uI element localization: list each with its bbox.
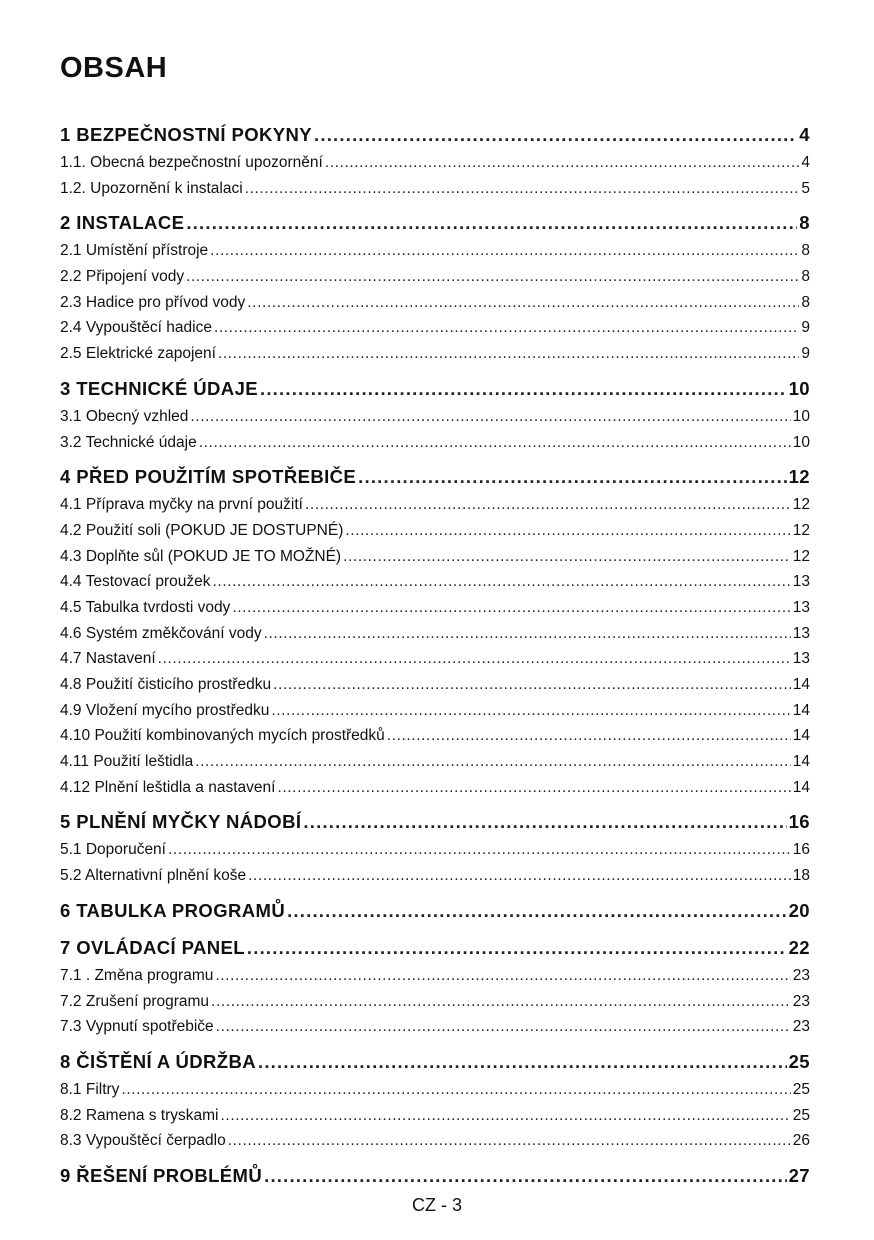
toc-entry-label: 5.2 Alternativní plnění koše (60, 867, 247, 885)
toc-entry-page: 12 (792, 547, 810, 565)
toc-dot-leader (277, 775, 790, 801)
toc-dot-leader (199, 430, 791, 456)
toc-entry-label: 5 PLNĚNÍ MYČKY NÁDOBÍ (60, 811, 302, 833)
toc-dot-leader (216, 1014, 791, 1040)
toc-chapter-entry[interactable] (60, 896, 810, 926)
toc-entry-page: 9 (801, 319, 810, 337)
toc-entry-page: 16 (788, 811, 810, 833)
toc-entry-page: 4 (801, 154, 810, 171)
toc-dot-leader (168, 837, 791, 863)
toc-entry-label: 4.3 Doplňte sůl (POKUD JE TO MOŽNÉ) (60, 547, 342, 565)
toc-entry-page: 25 (788, 1050, 810, 1072)
toc-entry-page: 14 (792, 676, 810, 693)
toc-section-entry[interactable] (60, 430, 810, 456)
toc-entry-page: 27 (788, 1164, 810, 1186)
toc-dot-leader (314, 120, 797, 150)
toc-dot-leader (325, 150, 800, 176)
toc-entry-page: 12 (792, 496, 810, 514)
toc-chapter-entry[interactable] (60, 807, 810, 837)
toc-section-entry[interactable] (60, 315, 810, 341)
toc-dot-leader (260, 374, 787, 404)
toc-section-entry[interactable] (60, 492, 810, 518)
toc-dot-leader (158, 646, 791, 672)
toc-entry-label: 5.1 Doporučení (60, 841, 166, 859)
page-title: OBSAH (60, 52, 168, 84)
toc-entry-page: 5 (801, 179, 810, 197)
toc-entry-page: 13 (792, 573, 810, 591)
toc-chapter-entry[interactable] (60, 1161, 810, 1191)
toc-dot-leader (305, 492, 791, 518)
toc-section-entry[interactable] (60, 544, 810, 570)
toc-entry-page: 14 (792, 701, 810, 719)
toc-entry-label: 8 ČIŠTĚNÍ A ÚDRŽBA (60, 1050, 256, 1072)
toc-dot-leader (273, 672, 791, 698)
toc-chapter-entry[interactable] (60, 120, 810, 150)
toc-entry-label: 8.2 Ramena s tryskami (60, 1106, 219, 1124)
toc-entry-page: 16 (792, 841, 810, 859)
toc-entry-page: 14 (792, 778, 810, 796)
toc-dot-leader (215, 963, 790, 989)
toc-entry-label: 4.2 Použití soli (POKUD JE DOSTUPNÉ) (60, 521, 344, 539)
toc-dot-leader (387, 723, 791, 749)
toc-entry-page: 23 (792, 1018, 810, 1036)
toc-entry-label: 4.7 Nastavení (60, 650, 156, 668)
toc-dot-leader (218, 341, 799, 367)
toc-entry-page: 10 (792, 407, 810, 425)
toc-entry-page: 22 (788, 936, 810, 958)
toc-entry-page: 12 (792, 521, 810, 539)
toc-section-entry[interactable] (60, 404, 810, 430)
toc-entry-page: 20 (788, 899, 810, 921)
toc-section-entry[interactable] (60, 646, 810, 672)
toc-section-entry[interactable] (60, 863, 810, 889)
toc-entry-label: 3 TECHNICKÉ ÚDAJE (60, 377, 258, 399)
toc-entry-label: 4.12 Plnění leštidla a nastavení (60, 778, 276, 796)
toc-section-entry[interactable] (60, 723, 810, 749)
toc-entry-label: 4.6 Systém změkčování vody (60, 624, 262, 642)
toc-dot-leader (232, 595, 790, 621)
toc-entry-label: 4.1 Příprava myčky na první použití (60, 496, 303, 514)
toc-entry-label: 2.1 Umístění přístroje (60, 242, 209, 260)
toc-section-entry[interactable] (60, 1014, 810, 1040)
toc-entry-label: 6 TABULKA PROGRAMŮ (60, 899, 286, 921)
toc-entry-label: 2 INSTALACE (60, 212, 185, 234)
page-number: CZ - 3 (411, 1195, 462, 1215)
toc-section-entry[interactable] (60, 1077, 810, 1103)
toc-section-entry[interactable] (60, 569, 810, 595)
toc-dot-leader (258, 1047, 787, 1077)
toc-dot-leader (190, 404, 790, 430)
toc-entry-label: 1.2. Upozornění k instalaci (60, 179, 243, 197)
toc-dot-leader (248, 863, 791, 889)
toc-entry-page: 25 (792, 1080, 810, 1098)
toc-chapter-entry[interactable] (60, 374, 810, 404)
toc-entry-label: 7.1 . Změna programu (60, 966, 214, 984)
toc-dot-leader (245, 176, 800, 202)
toc-section-entry[interactable] (60, 698, 810, 724)
toc-entry-page: 9 (801, 345, 810, 363)
toc-entry-page: 8 (801, 242, 810, 260)
toc-chapter-entry[interactable] (60, 933, 810, 963)
toc-chapter-entry[interactable] (60, 462, 810, 492)
toc-entry-page: 10 (792, 433, 810, 451)
toc-dot-leader (271, 698, 790, 724)
toc-dot-leader (247, 933, 787, 963)
toc-entry-label: 4.5 Tabulka tvrdosti vody (60, 598, 231, 616)
toc-dot-leader (228, 1128, 791, 1154)
toc-section-entry[interactable] (60, 518, 810, 544)
toc-entry-page: 12 (788, 466, 810, 488)
toc-entry-page: 23 (792, 992, 810, 1010)
toc-entry-page: 13 (792, 624, 810, 642)
toc-entry-page: 25 (792, 1106, 810, 1124)
toc-entry-label: 1 BEZPEČNOSTNÍ POKYNY (60, 124, 313, 145)
toc-entry-label: 4.8 Použití čisticího prostředku (60, 676, 272, 693)
toc-entry-page: 13 (792, 650, 810, 668)
toc-section-entry[interactable] (60, 963, 810, 989)
toc-entry-label: 4.4 Testovací proužek (60, 573, 211, 591)
toc-section-entry[interactable] (60, 672, 810, 698)
toc-section-entry[interactable] (60, 150, 810, 176)
toc-dot-leader (247, 290, 799, 316)
toc-entry-label: 2.5 Elektrické zapojení (60, 345, 216, 363)
toc-dot-leader (264, 1161, 787, 1191)
toc-section-entry[interactable] (60, 621, 810, 647)
toc-section-entry[interactable] (60, 775, 810, 801)
toc-dot-leader (343, 544, 791, 570)
toc-entry-label: 3.2 Technické údaje (60, 433, 197, 451)
table-of-contents (60, 120, 810, 1191)
toc-dot-leader (210, 238, 799, 264)
toc-entry-label: 1.1. Obecná bezpečnostní upozornění (60, 154, 323, 171)
toc-entry-page: 13 (792, 598, 810, 616)
toc-dot-leader (195, 749, 790, 775)
toc-entry-page: 14 (792, 753, 810, 771)
toc-entry-page: 8 (801, 293, 810, 311)
toc-section-entry[interactable] (60, 749, 810, 775)
toc-entry-label: 4.10 Použití kombinovaných mycích prostředků (60, 727, 385, 745)
toc-section-entry[interactable] (60, 238, 810, 264)
toc-entry-label: 2.4 Vypouštěcí hadice (60, 319, 212, 337)
toc-entry-page: 8 (799, 212, 810, 234)
toc-section-entry[interactable] (60, 989, 810, 1015)
toc-entry-page: 18 (792, 867, 810, 885)
toc-entry-page: 23 (792, 966, 810, 984)
toc-entry-page: 26 (792, 1132, 810, 1150)
toc-dot-leader (303, 807, 786, 837)
toc-dot-leader (186, 264, 799, 290)
toc-dot-leader (213, 569, 791, 595)
toc-dot-leader (358, 462, 786, 492)
toc-dot-leader (221, 1103, 791, 1129)
toc-entry-label: 8.3 Vypouštěcí čerpadlo (60, 1132, 226, 1150)
toc-dot-leader (211, 989, 791, 1015)
toc-entry-page: 14 (792, 727, 810, 745)
toc-entry-page: 10 (788, 377, 810, 399)
toc-section-entry[interactable] (60, 1103, 810, 1129)
toc-entry-label: 7 OVLÁDACÍ PANEL (60, 936, 245, 958)
toc-section-entry[interactable] (60, 176, 810, 202)
toc-dot-leader (186, 208, 797, 238)
toc-dot-leader (287, 896, 787, 926)
toc-dot-leader (264, 621, 791, 647)
toc-entry-label: 3.1 Obecný vzhled (60, 407, 189, 425)
toc-entry-page: 4 (799, 124, 810, 145)
toc-entry-label: 4 PŘED POUŽITÍM SPOTŘEBIČE (60, 466, 357, 488)
toc-chapter-entry[interactable] (60, 208, 810, 238)
toc-entry-page: 8 (801, 268, 810, 286)
toc-entry-label: 8.1 Filtry (60, 1080, 120, 1098)
toc-section-entry[interactable] (60, 290, 810, 316)
toc-section-entry[interactable] (60, 264, 810, 290)
toc-section-entry[interactable] (60, 341, 810, 367)
toc-section-entry[interactable] (60, 837, 810, 863)
toc-entry-label: 2.2 Připojení vody (60, 268, 185, 286)
toc-entry-label: 4.11 Použití leštidla (60, 753, 194, 771)
toc-entry-label: 4.9 Vložení mycího prostředku (60, 701, 270, 719)
toc-chapter-entry[interactable] (60, 1047, 810, 1077)
toc-dot-leader (121, 1077, 790, 1103)
toc-dot-leader (214, 315, 799, 341)
toc-entry-label: 7.2 Zrušení programu (60, 992, 210, 1010)
toc-dot-leader (345, 518, 790, 544)
toc-section-entry[interactable] (60, 595, 810, 621)
toc-entry-label: 2.3 Hadice pro přívod vody (60, 293, 246, 311)
toc-section-entry[interactable] (60, 1128, 810, 1154)
toc-entry-label: 9 ŘEŠENÍ PROBLÉMŮ (60, 1164, 263, 1186)
toc-entry-label: 7.3 Vypnutí spotřebiče (60, 1018, 214, 1036)
